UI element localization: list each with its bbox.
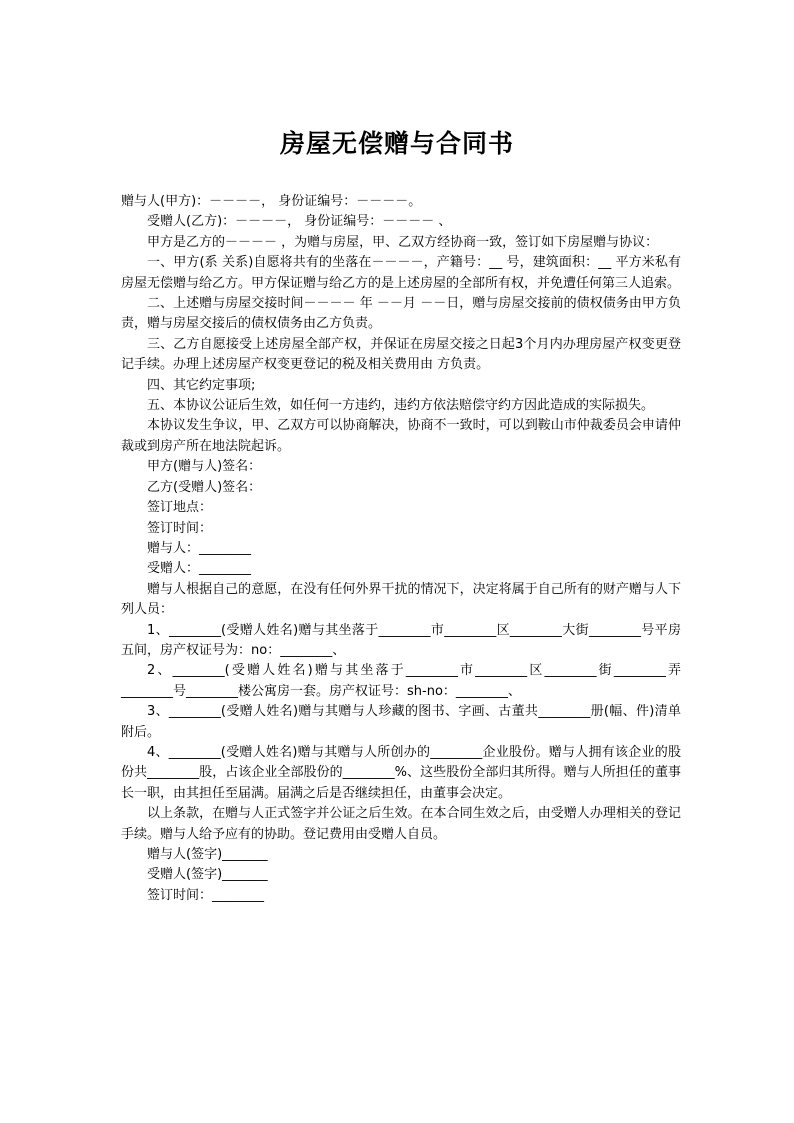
clause-5-paragraph: 五、本协议公证后生效，如任何一方违约，违约方依法赔偿守约方因此造成的实际损失。 xyxy=(147,398,655,414)
clause-1-paragraph: 一、甲方(系 关系)自愿将共有的坐落在－－－－，产籍号：__ 号，建筑面积：__ 平方米私有房屋无偿赠与给乙方。甲方保证赠与给乙方的是上述房屋的全部所有权，并免遭任何第三人追索。 xyxy=(121,255,681,291)
document-body xyxy=(121,192,681,906)
donor-line: 赠与人：________ xyxy=(147,540,252,556)
party-b-signature-line: 乙方(受赠人)签名： xyxy=(147,479,262,495)
signing-time-line: 签订时间： xyxy=(147,520,213,536)
signing-place-line: 签订地点： xyxy=(147,500,213,516)
gift-item-3-paragraph: 3、________(受赠人姓名)赠与其赠与人珍藏的图书、字画、古董共________册(幅、件)清单附后。 xyxy=(121,704,681,740)
recipient-party-line: 受赠人(乙方)：－－－－， 身份证编号：－－－－ 、 xyxy=(147,214,452,230)
clause-3-paragraph: 三、乙方自愿接受上述房屋全部产权，并保证在房屋交接之日起3个月内办理房屋产权变更登记手续。办理上述房屋产权变更登记的税及相关费用由 方负责。 xyxy=(121,336,681,373)
dispute-paragraph: 本协议发生争议，甲、乙双方可以协商解决，协商不一致时，可以到鞍山市仲裁委员会申请仲裁或到房产所在地法院起诉。 xyxy=(121,418,681,454)
document-title: 房屋无偿赠与合同书 xyxy=(279,129,514,158)
recipient-line: 受赠人：________ xyxy=(147,561,252,577)
donor-signature-line: 赠与人(签字)_______ xyxy=(147,847,268,862)
gift-intent-paragraph: 赠与人根据自己的意愿，在没有任何外界干扰的情况下，决定将属于自己所有的财产赠与人下列人员： xyxy=(121,581,681,618)
gift-item-4-paragraph: 4、________(受赠人姓名)赠与其赠与人所创办的________企业股份。赠与人拥有该企业的股份共________股，占该企业全部股份的________%、这些股份全部归其所得。赠与人所担任的董事长一职，由其担任至届满。届满之后是否继续担任，由董事会决定。 xyxy=(121,744,681,801)
effect-clause-paragraph: 以上条款，在赠与人正式签字并公证之后生效。在本合同生效之后，由受赠人办理相关的登记手续。赠与人给予应有的协助。登记费用由受赠人自员。 xyxy=(121,806,681,842)
donor-party-line: 赠与人(甲方)：－－－－， 身份证编号：－－－－。 xyxy=(121,194,422,209)
clause-2-paragraph: 二、上述赠与房屋交接时间－－－－ 年 －－月 －－日，赠与房屋交接前的债权债务由甲方负责，赠与房屋交接后的债权债务由乙方负责。 xyxy=(121,296,681,332)
preamble-paragraph: 甲方是乙方的－－－－ ，为赠与房屋，甲、乙双方经协商一致，签订如下房屋赠与协议： xyxy=(147,234,659,250)
gift-item-2-paragraph: 2、________(受赠人姓名)赠与其坐落于________市________区________街________弄________号________楼公寓房一套。房产权证号：sh-no：________、 xyxy=(121,663,681,699)
party-a-signature-line: 甲方(赠与人)签名： xyxy=(147,459,262,475)
final-signing-time-line: 签订时间：________ xyxy=(147,887,265,903)
recipient-signature-line: 受赠人(签字)_______ xyxy=(147,867,268,883)
clause-4-paragraph: 四、其它约定事项; xyxy=(147,377,256,393)
gift-item-1-paragraph: 1、________(受赠人姓名)赠与其坐落于________市________区________大街________号平房五间，房产权证号为：no：________、 xyxy=(121,622,681,658)
